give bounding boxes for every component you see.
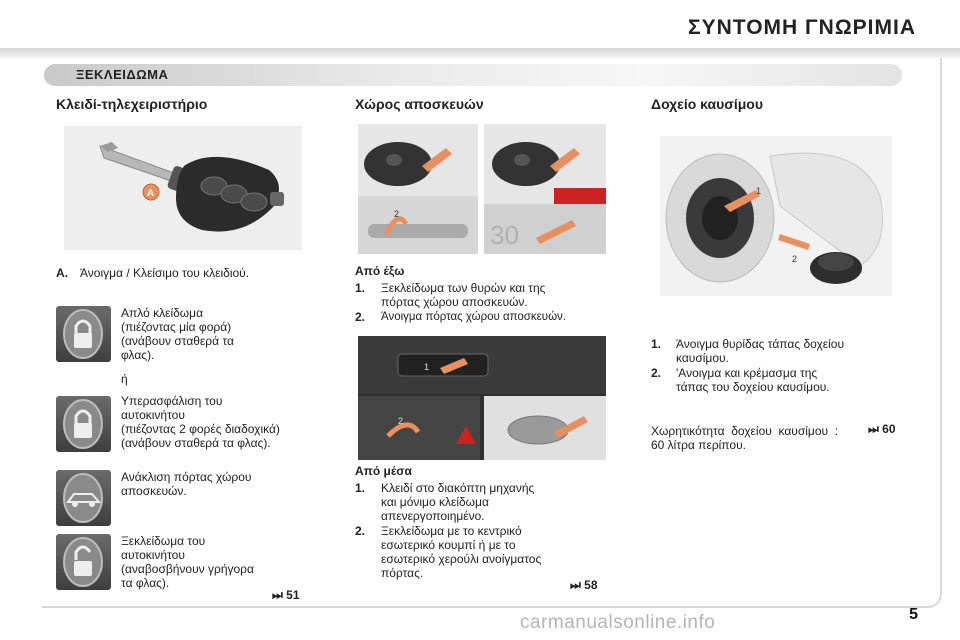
boot-column-title: Χώρος αποσκευών (355, 96, 484, 112)
label-a: A. (56, 266, 68, 280)
fuel-capacity-text: Χωρητικότητα δοχείου καυσίμου : 60 λίτρα περίπου. (651, 424, 839, 452)
outside-step-2-text: Άνοιγμα πόρτας χώρου αποσκευών. (381, 311, 566, 323)
section-title: ΞΕΚΛΕΙΔΩΜΑ (76, 67, 169, 82)
page-ref-51[interactable]: ⏭ 51 (272, 588, 300, 602)
page-title: ΣΥΝΤΟΜΗ ΓΝΩΡΙΜΙΑ (687, 16, 916, 39)
svg-text:2: 2 (398, 416, 404, 426)
page-number: 5 (909, 606, 918, 623)
page-ref-60[interactable]: ⏭ 60 (868, 422, 896, 436)
svg-text:2: 2 (394, 209, 400, 219)
fuel-step-1-text: Άνοιγμα θυρίδας τάπας δοχείου καυσίμου. (676, 337, 845, 365)
boot-open-text: Ανάκλιση πόρτας χώρου αποσκευών. (121, 470, 252, 498)
boot-outside-photo-2 (484, 124, 606, 254)
remote-key-illustration (64, 126, 302, 250)
fuel-step-2-num: 2. (651, 366, 662, 380)
page-ref-icon: ⏭ (570, 578, 581, 592)
inside-subtitle: Από μέσα (355, 464, 412, 478)
key-open-close-text: Άνοιγμα / Κλείσιμο του κλειδιού. (80, 266, 250, 280)
unlock-icon (56, 534, 111, 590)
page-ref-icon: ⏭ (868, 422, 879, 436)
boot-outside-photo-1 (358, 124, 478, 254)
outside-step-2-num: 2. (355, 310, 366, 324)
key-column-title: Κλειδί-τηλεχειριστήριο (56, 96, 208, 112)
inside-step-2-num: 2. (355, 524, 366, 538)
fuel-flap-photo (660, 136, 892, 296)
page-ref-58[interactable]: ⏭ 58 (570, 578, 598, 592)
svg-text:1: 1 (424, 362, 430, 372)
lock-icon (56, 306, 111, 362)
svg-text:1: 1 (411, 165, 417, 175)
unlock-text: Ξεκλείδωμα του αυτοκινήτου (αναβοσβήνουν γρήγορα τα φλας). (121, 534, 254, 590)
watermark: carmanualsonline.info (520, 612, 716, 633)
fuel-step-1-num: 1. (651, 337, 662, 351)
fuel-column-title: Δοχείο καυσίμου (651, 96, 763, 112)
section-bar (44, 64, 902, 86)
key-photo (64, 126, 302, 250)
outside-step-1-text: Ξεκλείδωμα των θυρών και της πόρτας χώρου αποσκευών. (381, 281, 546, 309)
outside-step-1-num: 1. (355, 281, 366, 295)
simple-lock-text: Απλό κλείδωμα (πιέζοντας μία φορά) (ανάβουν σταθερά τα φλας). (121, 306, 234, 362)
inside-step-1-text: Κλειδί στο διακόπτη μηχανής και μόνιμο κλείδωμα απενεργοποιημένο. (381, 481, 535, 523)
fuel-step-2-text: 'Ανοιγμα και κρέμασμα της τάπας του δοχείου καυσίμου. (676, 366, 830, 394)
svg-text:1: 1 (756, 186, 762, 196)
key-label-a: A (147, 188, 155, 199)
inside-step-1-num: 1. (355, 481, 366, 495)
header-rule (0, 48, 960, 58)
svg-text:30: 30 (490, 220, 519, 250)
boot-inside-photo (358, 336, 606, 460)
svg-text:2: 2 (792, 254, 798, 264)
or-text: ή (121, 372, 128, 386)
deadlock-icon (56, 396, 111, 452)
inside-step-2-text: Ξεκλείδωμα με το κεντρικό εσωτερικό κουμπί ή με το εσωτερικό χερούλι ανοίγματος πόρτας. (381, 524, 542, 580)
page-ref-icon: ⏭ (272, 588, 283, 602)
boot-icon (56, 470, 111, 526)
svg-text:1: 1 (539, 165, 545, 175)
outside-subtitle: Από έξω (355, 264, 405, 278)
deadlock-text: Υπερασφάλιση του αυτοκινήτου (πιέζοντας 2 φορές διαδοχικά) (ανάβουν σταθερά τα φλας). (121, 394, 280, 450)
